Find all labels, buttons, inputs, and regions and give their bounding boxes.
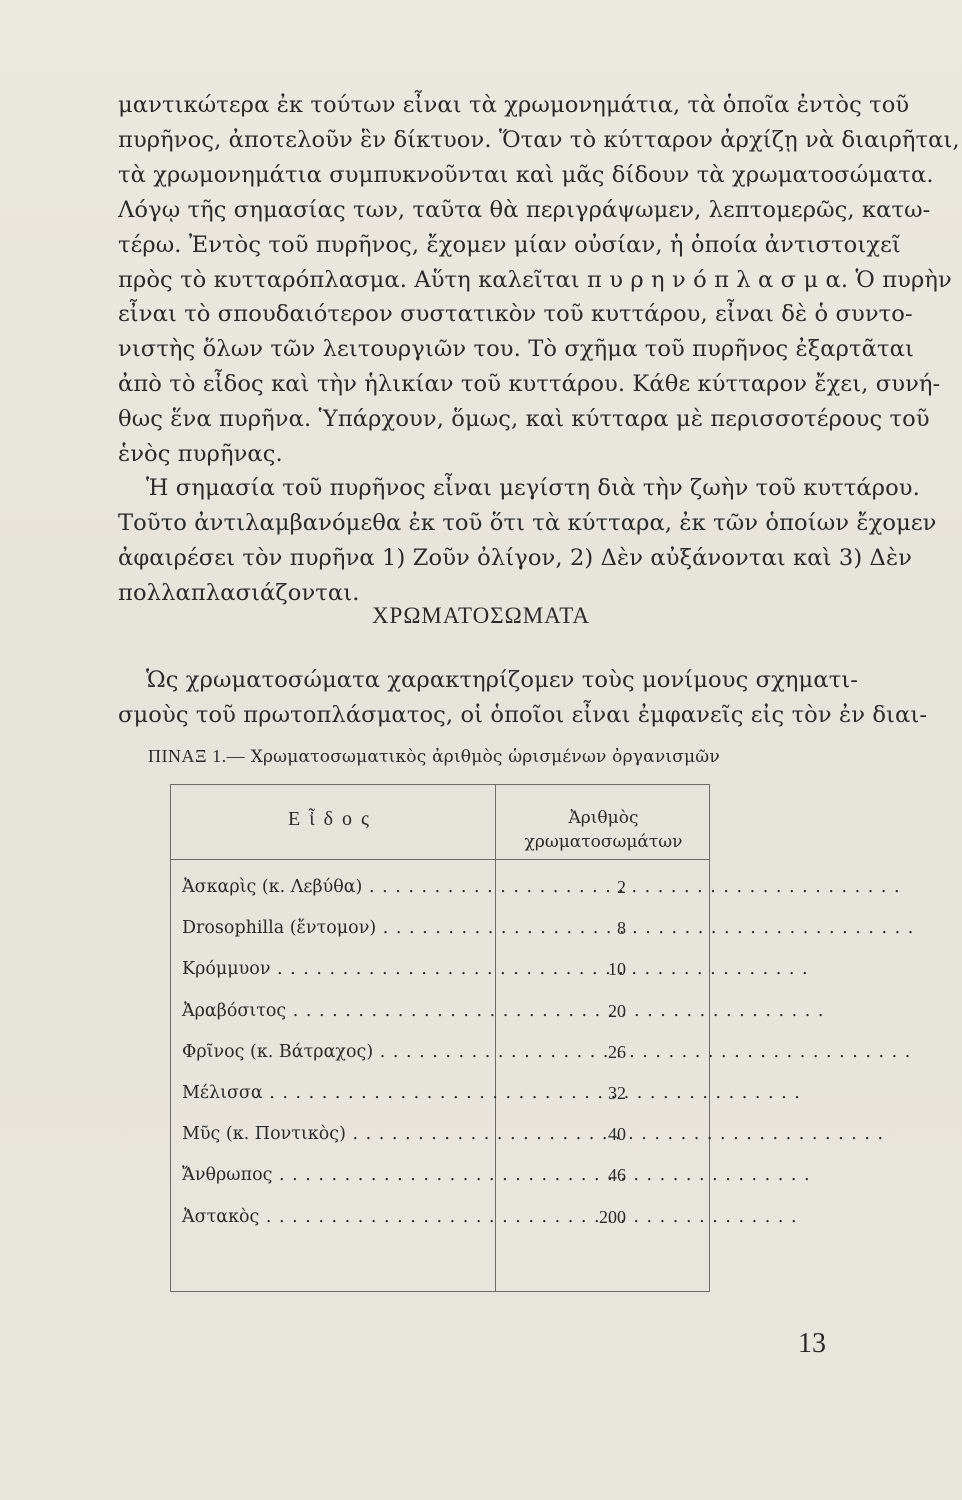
species-name: Ἀσκαρὶς (κ. Λεβύθα) (182, 877, 363, 897)
species-name: Ἀραβόσιτος (182, 1000, 287, 1021)
paragraph-1 (118, 88, 960, 472)
species-name: Ἄνθρωπος (182, 1165, 273, 1186)
page-number: 13 (798, 1328, 826, 1359)
text-line: πρὸς τὸ κυτταρόπλασμα. Αὕτη καλεῖται π υ ρ η ν ό π λ α σ μ α. Ὁ πυρὴν (118, 266, 952, 293)
table-row (171, 1124, 709, 1165)
text-line: σμοὺς τοῦ πρωτοπλάσματος, οἱ ὁποῖοι εἶναι ἐμφανεῖς εἰς τὸν ἐν διαι- (118, 701, 928, 728)
table-row (171, 959, 709, 1000)
table-caption-text: Χρωματοσωματικὸς ἀριθμὸς ὡρισμένων ὀργανισμῶν (250, 747, 720, 767)
species-cell (182, 959, 487, 979)
section-heading: ΧΡΩΜΑΤΟΣΩΜΑΤΑ (371, 603, 591, 628)
header-species: Εἶδος (288, 808, 378, 830)
species-cell (182, 1165, 487, 1185)
table-row (171, 1001, 709, 1042)
species-cell (182, 1001, 487, 1021)
table-row (171, 877, 709, 918)
text-line: μαντικώτερα ἐκ τούτων εἶναι τὰ χρωμονημάτια, τὰ ὁποῖα ἐντὸς τοῦ (118, 92, 910, 118)
text-line: τὰ χρωμονημάτια συμπυκνοῦνται καὶ μᾶς δίδουν τὰ χρωματοσώματα. (118, 161, 934, 188)
text-line: Τοῦτο ἀντιλαμβανόμεθα ἐκ τοῦ ὅτι τὰ κύτταρα, ἐκ τῶν ὁποίων ἔχομεν (118, 509, 937, 536)
text-line: πολλαπλασιάζονται. (118, 579, 360, 606)
species-name: Κρόμμυον (182, 959, 271, 980)
text-line: ἀφαιρέσει τὸν πυρῆνα 1) Ζοῦν ὀλίγον, 2) Δὲν αὐξάνονται καὶ 3) Δὲν (118, 544, 913, 571)
table-row (171, 1083, 709, 1124)
count-cell: 32 (608, 1082, 626, 1103)
table-row (171, 918, 709, 959)
text-line: τέρω. Ἐντὸς τοῦ πυρῆνος, ἔχομεν μίαν οὐσίαν, ἡ ὁποία ἀντιστοιχεῖ (118, 231, 901, 258)
count-cell: 26 (608, 1041, 626, 1062)
species-name: Μῦς (κ. Ποντικὸς) (182, 1124, 346, 1145)
text-line: ἑνὸς πυρῆνας. (118, 441, 283, 468)
paragraph-2 (118, 471, 937, 611)
species-cell (182, 1124, 487, 1144)
table-body (171, 877, 709, 1248)
count-cell: 2 (617, 877, 626, 897)
header-count (496, 806, 711, 854)
header-count-line: χρωματοσωμάτων (524, 832, 683, 852)
leader-dots (373, 1042, 911, 1062)
leader-dots (362, 877, 900, 897)
leader-dots (376, 918, 914, 938)
count-cell: 46 (608, 1165, 626, 1186)
text-line: νιστὴς ὅλων τῶν λειτουργιῶν του. Τὸ σχῆμα τοῦ πυρῆνος ἐξαρτᾶται (118, 336, 914, 363)
header-divider (171, 859, 709, 860)
text-line: ἀπὸ τὸ εἶδος καὶ τὴν ἡλικίαν τοῦ κυττάρου. Κάθε κύτταρον ἔχει, συνή- (118, 371, 941, 398)
species-name: Φρῖνος (κ. Βάτραχος) (182, 1041, 374, 1062)
text-line: Ἡ σημασία τοῦ πυρῆνος εἶναι μεγίστη διὰ τὴν ζωὴν τοῦ κυττάρου. (146, 475, 920, 501)
paragraph-3 (118, 663, 928, 733)
species-name: Μέλισσα (182, 1082, 263, 1103)
count-cell: 200 (599, 1206, 626, 1227)
text-line: εἶναι τὸ σπουδαιότερον συστατικὸν τοῦ κυττάρου, εἶναι δὲ ὁ συντο- (118, 301, 913, 328)
text-line: πυρῆνος, ἀποτελοῦν ἓν δίκτυον. Ὅταν τὸ κύτταρον ἀρχίζῃ νὰ διαιρῆται, (118, 126, 960, 153)
text-line: θως ἕνα πυρῆνα. Ὑπάρχουν, ὅμως, καὶ κύτταρα μὲ περισσοτέρους τοῦ (118, 406, 930, 433)
species-cell (182, 877, 487, 897)
count-cell: 20 (608, 1000, 626, 1021)
species-cell (182, 1042, 487, 1062)
table-caption-label: ΠΙΝΑΞ 1.— (148, 746, 246, 766)
species-cell (182, 1083, 487, 1103)
table-row (171, 1042, 709, 1083)
table-caption (148, 746, 848, 767)
table-row (171, 1207, 709, 1248)
count-cell: 40 (608, 1124, 626, 1145)
table-row (171, 1165, 709, 1206)
text-line: Λόγῳ τῆς σημασίας των, ταῦτα θὰ περιγράψωμεν, λεπτομερῶς, κατω- (118, 196, 931, 223)
count-cell: 8 (617, 918, 626, 939)
species-name: Drosophilla (ἔντομον) (182, 918, 377, 939)
species-cell (182, 918, 487, 938)
count-cell: 10 (608, 959, 626, 980)
text-line: Ὡς χρωματοσώματα χαρακτηρίζομεν τοὺς μονίμους σχηματι- (146, 667, 858, 693)
header-count-line: Ἀριθμὸς (568, 808, 639, 828)
species-name: Ἀστακὸς (182, 1206, 260, 1227)
chromosome-table (170, 784, 710, 1292)
species-cell (182, 1207, 487, 1227)
